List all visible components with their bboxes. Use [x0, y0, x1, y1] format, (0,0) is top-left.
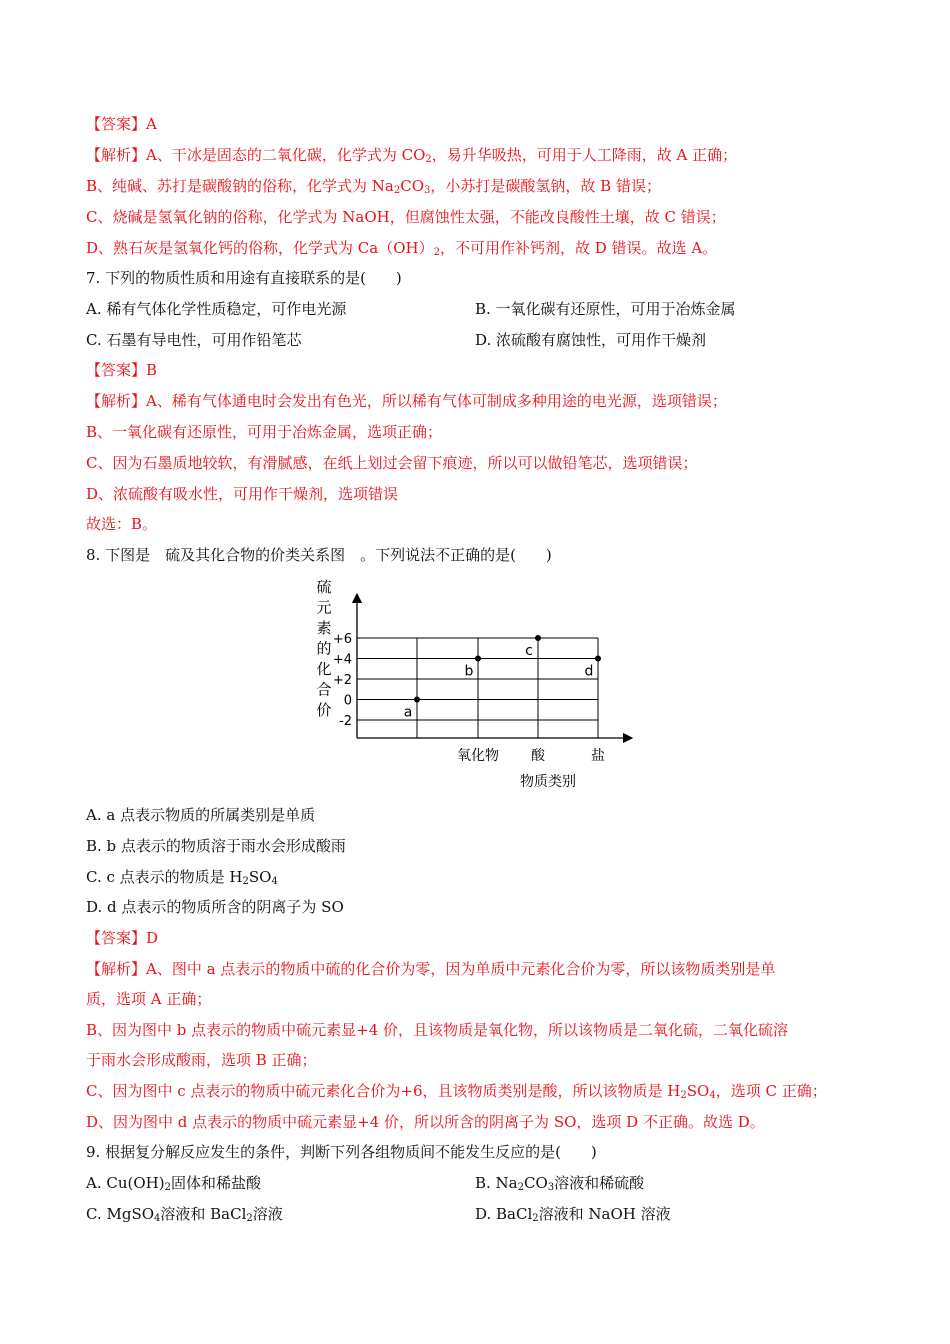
chart-svg	[300, 572, 640, 794]
y-axis-label-char: 化	[316, 660, 332, 678]
q6-explanation-line-1: 【解析】A、干冰是固态的二氧化碳，化学式为 $CO_2$，易升华吸热，可用于人工降雨，故 A 正确；	[86, 146, 738, 165]
q8-explanation-line-4: D、因为图中 d 点表示的物质中硫元素显+4 价，所以所含的阴离子为 SO，选项 D 不正确。故选 D。	[86, 1113, 765, 1131]
q6-explanation-line-4: D、熟石灰是氢氧化钙的俗称，化学式为 $Ca(OH)_2$，不可用作补钙剂，故 D 错误。故选 A。	[86, 239, 718, 258]
sulfur-valence-chart	[300, 572, 640, 794]
y-axis-label-char: 的	[316, 639, 332, 658]
y-axis-label-char: 素	[316, 619, 332, 637]
y-tick-label: 0	[343, 693, 352, 709]
y-tick-label: +6	[332, 632, 352, 647]
y-axis-label-char: 价	[316, 701, 332, 719]
q9-option-c: C. MgSO$_4$溶液和 BaCl$_2$溶液	[86, 1205, 283, 1224]
q8-explanation-line-2b: 于雨水会形成酸雨，选项 B 正确；	[86, 1051, 317, 1069]
q9-option-b: B. $Na_2CO_3$溶液和稀硫酸	[475, 1174, 645, 1193]
data-point-label-d: d	[584, 663, 594, 680]
q7-option-d: D. 浓硫酸有腐蚀性，可用作干燥剂	[475, 331, 707, 349]
q8-option-c: C. c 点表示的物质是 $H_2SO_4$	[86, 868, 278, 887]
data-point-label-b: b	[464, 663, 474, 680]
y-axis-label-char: 合	[316, 680, 332, 699]
data-point-label-c: c	[525, 643, 533, 659]
q7-option-b: B. 一氧化碳有还原性，可用于冶炼金属	[475, 300, 736, 318]
data-points	[404, 635, 601, 721]
x-category-label: 氧化物	[457, 748, 499, 764]
y-axis-label-char: 元	[316, 598, 332, 617]
q7-option-c: C. 石墨有导电性，可用作铅笔芯	[86, 331, 302, 349]
q7-explanation-line-1: 【解析】A、稀有气体通电时会发出有色光，所以稀有气体可制成多种用途的电光源，选项错误；	[86, 392, 727, 410]
q6-explanation-line-2: B、纯碱、苏打是碳酸钠的俗称，化学式为 $Na_2CO_3$，小苏打是碳酸氢钠，故 B 错误；	[86, 177, 661, 196]
x-category-labels	[457, 747, 605, 764]
q8-answer: 【答案】D	[86, 929, 159, 947]
data-point-label-a: a	[403, 704, 413, 721]
q9-option-d: D. BaCl$_2$溶液和 NaOH 溶液	[475, 1205, 671, 1224]
y-tick-label: -2	[339, 714, 352, 729]
q7-conclusion: 故选：B。	[86, 515, 158, 533]
q8-option-a: A. a 点表示物质的所属类别是单质	[86, 806, 316, 824]
x-category-label: 盐	[591, 748, 605, 764]
q7-option-a: A. 稀有气体化学性质稳定，可作电光源	[86, 300, 347, 318]
data-point-a	[414, 697, 420, 703]
q8-option-b: B. b 点表示的物质溶于雨水会形成酸雨	[86, 837, 346, 855]
q8-explanation-line-2: B、因为图中 b 点表示的物质中硫元素显+4 价，且该物质是氧化物，所以该物质是二氧化硫，二氧化硫溶	[86, 1021, 789, 1039]
y-axis-label-char: 硫	[316, 578, 332, 596]
q7-stem: 7. 下列的物质性质和用途有直接联系的是( )	[86, 269, 402, 287]
q8-explanation-line-1b: 质，选项 A 正确；	[86, 990, 212, 1008]
data-point-c	[535, 635, 541, 641]
q8-option-d: D. d 点表示的物质所含的阴离子为 SO	[86, 898, 344, 916]
q7-explanation-line-2: B、一氧化碳有还原性，可用于冶炼金属，选项正确；	[86, 423, 443, 441]
y-tick-labels	[333, 632, 352, 729]
q8-explanation-line-3: C、因为图中 c 点表示的物质中硫元素化合价为+6，且该物质类别是酸，所以该物质是 $H_2SO_4$，选项 C 正确；	[86, 1082, 827, 1101]
data-point-d	[595, 656, 601, 662]
q7-explanation-line-4: D、浓硫酸有吸水性，可用作干燥剂，选项错误	[86, 485, 399, 503]
x-category-label: 酸	[531, 748, 545, 764]
data-point-b	[475, 656, 481, 662]
y-tick-label: +4	[332, 652, 352, 668]
q6-explanation-line-3: C、烧碱是氢氧化钠的俗称，化学式为 NaOH，但腐蚀性太强，不能改良酸性土壤，故 C 错误；	[86, 208, 726, 226]
q6-answer: 【答案】A	[86, 115, 157, 133]
q9-option-a: A. $Cu(OH)_2$固体和稀盐酸	[86, 1174, 261, 1193]
chart-grid	[357, 638, 598, 738]
q8-stem: 8. 下图是 硫及其化合物的价类关系图 。下列说法不正确的是( )	[86, 546, 552, 564]
x-axis-label: 物质类别	[520, 774, 576, 790]
q7-explanation-line-3: C、因为石墨质地较软，有滑腻感，在纸上划过会留下痕迹，所以可以做铅笔芯，选项错误；	[86, 454, 698, 472]
y-tick-label: +2	[332, 673, 352, 688]
q8-explanation-line-1: 【解析】A、图中 a 点表示的物质中硫的化合价为零，因为单质中元素化合价为零，所以该物质类别是单	[86, 960, 776, 978]
y-axis-label	[316, 578, 331, 719]
q9-stem: 9. 根据复分解反应发生的条件，判断下列各组物质间不能发生反应的是( )	[86, 1143, 597, 1161]
q7-answer: 【答案】B	[86, 361, 158, 379]
